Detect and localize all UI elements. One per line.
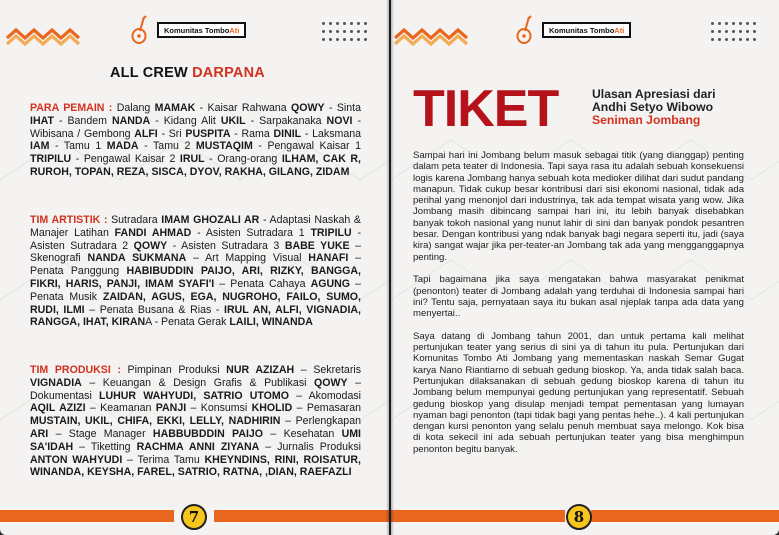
- crew-role: – Art Mapping Visual: [186, 252, 309, 265]
- crew-role: - Bandem: [53, 114, 112, 127]
- crew-name: AQIL AZIZI: [30, 402, 86, 415]
- crew-role: – Kesehatan: [263, 427, 342, 440]
- dot-grid-decoration: [711, 22, 760, 41]
- crew-role: – Skenografi: [30, 239, 361, 265]
- article-paragraph: Tapi bagaimana jika saya mengatakan bahwa masyarakat penikmat (penonton) teater di Jombang adalah yang terduhai di Indonesia sampai hari ini? Tentu saja, pernyataan saya itu bukan asal njeplak tanpa ada data yang menyertai..: [413, 274, 744, 320]
- crew-name: HABBUBDDIN PAIJO: [152, 427, 264, 440]
- crew-role: Sutradara: [111, 214, 162, 226]
- crew-role: – Akomodasi: [288, 389, 361, 402]
- crew-name: UMI SA'IDAH: [30, 427, 361, 453]
- crew-name: LAILI, WINANDA: [229, 316, 313, 329]
- footer-bar-left: [0, 510, 174, 522]
- section-label: TIM ARTISTIK :: [30, 214, 112, 226]
- book-spine: [386, 0, 394, 535]
- crew-role: – Jurnalis Produksi: [259, 440, 361, 453]
- crew-role: – Terima Tamu: [122, 453, 205, 466]
- crew-section-artistic: [30, 214, 361, 329]
- crew-name: UKIL: [220, 114, 246, 127]
- article-big-title: TIKET: [413, 80, 559, 138]
- crew-role: - Asisten Sutradara 2: [30, 226, 361, 252]
- crew-role: - Pengawal Kaisar 2: [71, 153, 180, 166]
- crew-name: ILHAM, CAK R, RUROH, TOPAN, REZA, SISCA, DYOV, RAKHA, GILANG, ZIDAM: [30, 153, 361, 178]
- crew-role: – Konsumsi: [186, 402, 252, 415]
- page-title-part-1: ALL CREW: [110, 65, 188, 81]
- crew-name: DINIL: [273, 127, 302, 140]
- crew-role: – Keuangan & Design Grafis & Publikasi: [81, 376, 315, 389]
- crew-section-cast: [30, 102, 361, 179]
- crew-role: - Sarpakanaka: [245, 114, 327, 127]
- crew-role: - Tamu 1: [49, 140, 107, 153]
- crew-name: MUSTAQIM: [195, 140, 253, 153]
- guitar-logo-icon: [515, 15, 537, 45]
- crew-role: A - Penata Gerak: [145, 316, 230, 329]
- crew-role: – Keamanan: [85, 402, 156, 415]
- crew-name: IMAM GHOZALI AR: [161, 214, 260, 226]
- crew-name: ARI: [30, 427, 49, 440]
- section-label: PARA PEMAIN :: [30, 102, 117, 114]
- crew-role: – Perlengkapan: [280, 415, 361, 428]
- crew-role: – Sekretaris: [294, 364, 362, 376]
- crew-role: - Tamu 2: [138, 140, 196, 153]
- right-page: [391, 0, 779, 535]
- crew-role: – Tiketting: [73, 440, 137, 453]
- crew-name: ANTON WAHYUDI: [30, 453, 123, 466]
- logo-text-accent: Ati: [614, 25, 625, 35]
- crew-role: – Pemasaran: [292, 402, 361, 415]
- logo-text-main: Komunitas Tombo: [164, 25, 230, 35]
- crew-role: - Kidang Alit: [150, 114, 221, 127]
- crew-name: QOWY: [291, 102, 325, 114]
- crew-name: BABE YUKE: [284, 239, 350, 252]
- section-label: TIM PRODUKSI :: [30, 364, 128, 376]
- crew-name: PUSPITA: [185, 127, 231, 140]
- article-paragraph: Saya datang di Jombang tahun 2001, dan untuk pertama kali melihat pertunjukan teater yang serius di sini ya di tahun itu pula. Pertunjukan dari Komunitas Tombo Ati Jombang yang mementaskan naskah Semar Gugat karya Nano Riantiarno di sebuah gedung bioskop. Ya, anda tidak salah baca. Pertunjukan dilaksanakan di sebuah gedung bioskop karena di tahun itu Jombang belum mempunyai gedung pertunjukan yang representatif. Sebuah gedung bioskop yang disulap menjadi tempat pementasan yang lumayan nyaman bagi penonton (tapi tidak bagi yang pentas hehe..). 4 kali pertunjukan dengan kursi penonton yang selalu penuh membuat saya melongo. Kok bisa di kota sekecil ini ada sebuah pertunjukan teater yang bisa menghimpun penonton begitu banyak.: [413, 330, 744, 455]
- crew-name: IAM: [30, 140, 50, 153]
- article-paragraph: Sampai hari ini Jombang belum masuk sebagai titik (yang dianggap) penting dalam peta teater di Indonesia. Tapi saya rasa itu adalah sebuah konsekuensi logis karena Jombang hanya sebuah kota medioker dilihat dari sudut pandang manapun. Tidak cukup besar kontribusi dari sisi ekonomi nasional, tidak ada perihal yang menonjol dari industrinya, tak ada tempat wisata yang wow. Jika Jombang masih dibincang sampai hari ini, itu lebih banyak disebabkan banyak tokoh nasional yang nunut lahir di sini dan banyak pondok pesantren besar. Dengan kontribusi yang ndak banyak bagi negara seperti itu, jadi (saya kira) sangat wajar jika per-teater-an Jombang tak ada yang mengganggapnya penting.: [413, 150, 744, 263]
- crew-name: LUHUR WAHYUDI, SATRIO UTOMO: [98, 389, 289, 402]
- article-body: [413, 150, 744, 466]
- community-logo: [515, 15, 631, 45]
- crew-name: FANDI AHMAD: [114, 226, 192, 239]
- footer-bar-right: [591, 510, 779, 522]
- crew-role: - Kaisar Rahwana: [195, 102, 292, 114]
- article-author-role: Seniman Jombang: [592, 113, 701, 127]
- footer-bar-left: [391, 510, 565, 522]
- community-logo: [130, 15, 246, 45]
- crew-name: VIGNADIA: [30, 376, 82, 389]
- crew-name: NANDA: [111, 114, 151, 127]
- crew-role: - Rama: [230, 127, 274, 140]
- left-page: [0, 0, 389, 535]
- chevron-decoration-icon: [5, 24, 85, 46]
- crew-name: IRUL AN, ALFI, VIGNADIA, RANGGA, IHAT, KIRAN: [30, 303, 361, 329]
- crew-role: – Penata Cahaya: [214, 277, 311, 290]
- crew-name: QOWY: [314, 376, 348, 389]
- crew-name: KHEYNDINS, RINI, ROISATUR, WINANDA, KEYSHA, FAREL, SATRIO, RATNA, ,DIAN, RAEFAZLI: [30, 453, 361, 479]
- crew-role: - Orang-orang: [204, 153, 282, 166]
- crew-name: KHOLID: [251, 402, 293, 415]
- page-title: [110, 65, 265, 81]
- page-number: 7: [181, 504, 207, 530]
- crew-name: IHAT: [30, 114, 54, 127]
- crew-role: - Asisten Sutradara 3: [167, 239, 285, 252]
- crew-role: Pimpinan Produksi: [127, 364, 227, 376]
- crew-name: QOWY: [133, 239, 168, 252]
- crew-role: - Sinta: [324, 102, 362, 114]
- crew-role: – Stage Manager: [48, 427, 153, 440]
- crew-name: MUSTAIN, UKIL, CHIFA, EKKI, LELLY, NADHIRIN: [30, 415, 281, 428]
- crew-name: TRIPILU: [310, 226, 352, 239]
- crew-role: – Penata Panggung: [30, 252, 362, 278]
- crew-role: – Penata Musik: [30, 277, 361, 303]
- crew-name: HABIBUDDIN PAIJO, ARI, RIZKY, BANGGA, FIKRI, HARIS, PANJI, IMAM SYAFI'I: [30, 265, 361, 290]
- crew-name: NOVI: [326, 114, 353, 127]
- crew-name: ALFI: [134, 127, 158, 140]
- logo-text-main: Komunitas Tombo: [549, 25, 615, 35]
- crew-name: NUR AZIZAH: [226, 364, 295, 376]
- crew-name: MADA: [106, 140, 139, 153]
- dot-grid-decoration: [322, 22, 371, 41]
- crew-name: IRUL: [179, 153, 205, 166]
- crew-name: RACHMA ANNI ZIYANA: [136, 440, 260, 453]
- logo-text-accent: Ati: [229, 25, 240, 35]
- crew-role: - Pengawal Kaisar 1: [252, 140, 362, 153]
- crew-role: - Asisten Sutradara 1: [191, 226, 311, 239]
- crew-name: TRIPILU: [30, 153, 72, 166]
- crew-name: PANJI: [155, 402, 187, 415]
- crew-role: Dalang: [116, 102, 155, 114]
- crew-name: MAMAK: [154, 102, 196, 114]
- crew-role: - Laksmana: [301, 127, 361, 140]
- crew-role: – Dokumentasi: [30, 376, 361, 402]
- crew-name: HANAFI: [308, 252, 349, 265]
- article-author: Andhi Setyo Wibowo: [592, 100, 714, 114]
- crew-section-production: [30, 364, 361, 479]
- logo-badge: [542, 22, 631, 38]
- chevron-decoration-icon: [393, 24, 473, 46]
- article-subtitle: Ulasan Apresiasi dari: [592, 87, 716, 101]
- footer-bar-right: [214, 510, 389, 522]
- crew-name: NANDA SUKMANA: [87, 252, 187, 265]
- guitar-logo-icon: [130, 15, 152, 45]
- page-title-part-2: DARPANA: [192, 65, 265, 81]
- crew-role: – Penata Busana & Rias -: [84, 303, 224, 316]
- page-number: 8: [566, 504, 592, 530]
- crew-role: - Sri: [157, 127, 186, 140]
- crew-role: - Wibisana / Gembong: [30, 114, 361, 140]
- crew-name: ZAIDAN, AGUS, EGA, NUGROHO, FAILO, SUMO, RUDI, ILMI: [30, 290, 361, 316]
- logo-badge: [157, 22, 246, 38]
- crew-role: - Adaptasi Naskah & Manajer Latihan: [30, 214, 361, 239]
- crew-name: AGUNG: [310, 277, 350, 290]
